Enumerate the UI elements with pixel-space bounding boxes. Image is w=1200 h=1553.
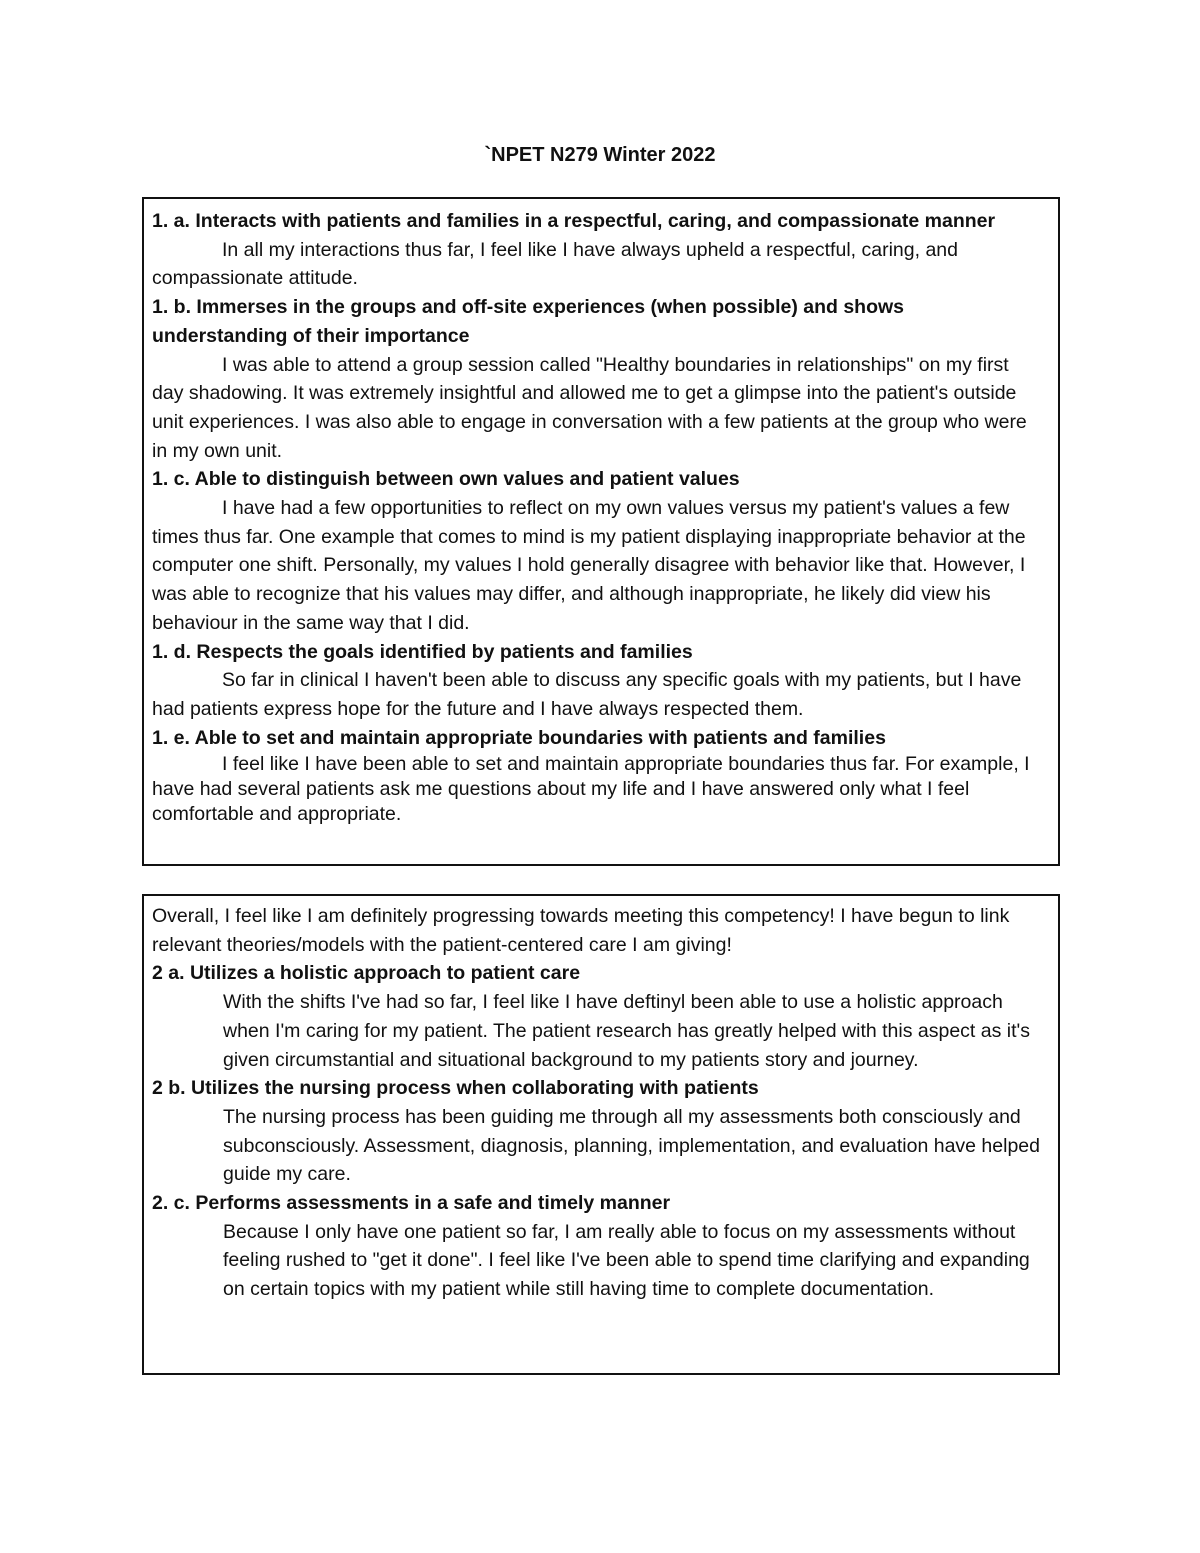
competency-1-box xyxy=(142,197,1060,866)
section-heading-2b: 2 b. Utilizes the nursing process when collaborating with patients xyxy=(152,1077,759,1100)
competency-2-box xyxy=(142,894,1060,1375)
section-body-1e: I feel like I have been able to set and maintain appropriate boundaries thus far. For example, I have had several patients ask me questions about my life and I have answered only what I feel comfortable and appropriate. xyxy=(152,753,1030,826)
page-title: `NPET N279 Winter 2022 xyxy=(484,144,716,166)
section-body-1c: I have had a few opportunities to reflect on my own values versus my patient's values a few times thus far. One example that comes to mind is my patient displaying inappropriate behavior at the computer one shift. Personally, my values I hold generally disagree with behavior like that. However, I was able to recognize that his values may differ, and although inappropriate, he likely did view his behaviour in the same way that I did. xyxy=(152,497,1026,634)
section-heading-1d: 1. d. Respects the goals identified by patients and families xyxy=(152,640,693,663)
section-heading-1e: 1. e. Able to set and maintain appropriate boundaries with patients and families xyxy=(152,726,886,749)
section-heading-2c: 2. c. Performs assessments in a safe and timely manner xyxy=(152,1192,671,1215)
section-heading-1a: 1. a. Interacts with patients and families in a respectful, caring, and compassionate manner xyxy=(152,210,996,232)
section-body-2b: The nursing process has been guiding me through all my assessments both consciously and subconsciously. Assessment, diagnosis, planning, implementation, and evaluation have helped guide my care. xyxy=(223,1105,1040,1186)
section-body-1b: I was able to attend a group session called "Healthy boundaries in relationships" on my first day shadowing. It was extremely insightful and allowed me to get a glimpse into the patient's outside unit experiences. I was also able to engage in conversation with a few patients at the group who were in my own unit. xyxy=(152,353,1027,462)
overall-intro: Overall, I feel like I am definitely progressing towards meeting this competency! I have begun to link relevant theories/models with the patient-centered care I am giving! xyxy=(152,905,1010,956)
section-heading-2a: 2 a. Utilizes a holistic approach to patient care xyxy=(152,962,581,985)
section-heading-1c: 1. c. Able to distinguish between own values and patient values xyxy=(152,468,740,491)
section-body-1a: In all my interactions thus far, I feel like I have always upheld a respectful, caring, and compassionate attitude. xyxy=(152,238,958,290)
section-heading-1b: 1. b. Immerses in the groups and off-site experiences (when possible) and shows understanding of their importance xyxy=(152,296,905,347)
section-body-2a: With the shifts I've had so far, I feel like I have deftinyl been able to use a holistic approach when I'm caring for my patient. The patient research has greatly helped with this aspect as it's given circumstantial and situational background to my patients story and journey. xyxy=(223,991,1030,1071)
section-body-1d: So far in clinical I haven't been able to discuss any specific goals with my patients, but I have had patients express hope for the future and I have always respected them. xyxy=(152,669,1022,720)
section-body-2c: Because I only have one patient so far, I am really able to focus on my assessments without feeling rushed to "get it done". I feel like I've been able to spend time clarifying and expanding on certain topics with my patient while still having time to complete documentation. xyxy=(223,1220,1030,1301)
